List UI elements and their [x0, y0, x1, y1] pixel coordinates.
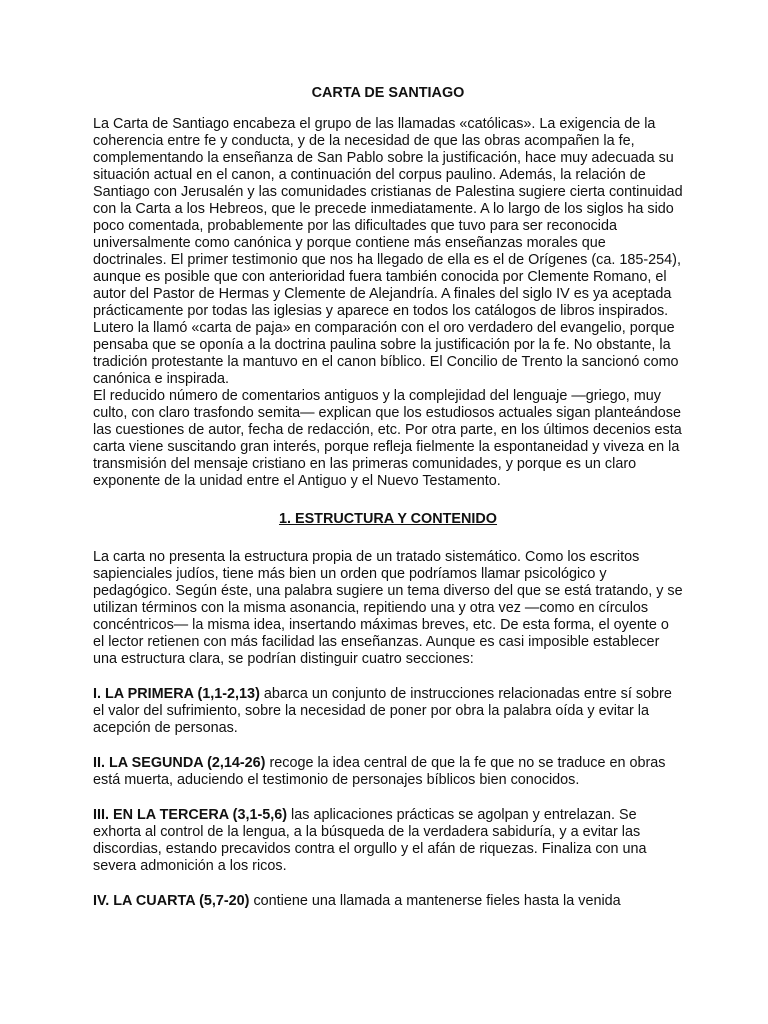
section-heading-estructura: 1. ESTRUCTURA Y CONTENIDO: [278, 511, 498, 527]
section-item-primera: [93, 686, 683, 737]
section-item-lead: IV. LA CUARTA (5,7-20): [93, 893, 250, 909]
section-item-text: recoge la idea central de que la fe que no se traduce en obras está muerta, aduciendo el testimonio de personajes bíblicos bien conocidos.: [93, 755, 666, 788]
section-item-lead: I. LA PRIMERA (1,1-2,13): [93, 686, 260, 702]
section-item-text: abarca un conjunto de instrucciones relacionadas entre sí sobre el valor del sufrimiento, sobre la necesidad de poner por obra la palabra oída y evitar la acepción de personas.: [93, 686, 672, 736]
section-item-lead: III. EN LA TERCERA (3,1-5,6): [93, 807, 288, 823]
section1-paragraph: La carta no presenta la estructura propia de un tratado sistemático. Como los escritos sapienciales judíos, tiene más bien un orden que podríamos llamar psicológico y pedagógico. Según éste, una palabra sugiere un tema diverso del que se está tratando, y se utilizan términos con la misma asonancia, repitiendo una y otra vez —como en círculos concéntricos— la misma idea, insertando máximas breves, etc. De esta forma, el oyente o el lector retienen con más facilidad las enseñanzas. Aunque es casi imposible establecer una estructura clara, se podrían distinguir cuatro secciones:: [93, 549, 683, 667]
document-page: [93, 85, 683, 910]
intro-paragraph-2: El reducido número de comentarios antiguos y la complejidad del lenguaje —griego, muy culto, con claro trasfondo semita— explican que los estudiosos actuales sigan planteándose las cuestiones de autor, fecha de redacción, etc. Por otra parte, en los últimos decenios esta carta viene suscitando gran interés, porque refleja fielmente la espontaneidad y viveza en la transmisión del mensaje cristiano en las primeras comunidades, y porque es un claro exponente de la unidad entre el Antiguo y el Nuevo Testamento.: [93, 388, 682, 489]
intro-paragraph-1: La Carta de Santiago encabeza el grupo de las llamadas «católicas». La exigencia de la coherencia entre fe y conducta, y de la necesidad de que las obras acompañen la fe, complementando la enseñanza de San Pablo sobre la justificación, hace muy adecuada su situación actual en el canon, a continuación del corpus paulino. Además, la relación de Santiago con Jerusalén y las comunidades cristianas de Palestina sugiere cierta continuidad con la Carta a los Hebreos, que le precede inmediatamente. A lo largo de los siglos ha sido poco comentada, probablemente por las dificultades que tuvo para ser reconocida universalmente como canónica y porque contiene más enseñanzas morales que doctrinales. El primer testimonio que nos ha llegado de ella es el de Orígenes (ca. 185-254), aunque es posible que con anterioridad fuera también conocida por Clemente Romano, el autor del Pastor de Hermas y Clemente de Alejandría. A finales del siglo IV es ya aceptada prácticamente por todas las iglesias y aparece en todos los catálogos de libros inspirados. Lutero la llamó «carta de paja» en comparación con el oro verdadero del evangelio, porque pensaba que se oponía a la doctrina paulina sobre la justificación por la fe. No obstante, la tradición protestante la mantuvo en el canon bíblico. El Concilio de Trento la sancionó como canónica e inspirada.: [93, 116, 683, 387]
section-item-lead: II. LA SEGUNDA (2,14-26): [93, 755, 266, 771]
document-title: CARTA DE SANTIAGO: [311, 85, 465, 101]
section-item-tercera: [93, 807, 683, 875]
section-item-text: las aplicaciones prácticas se agolpan y entrelazan. Se exhorta al control de la lengua, a la búsqueda de la verdadera sabiduría, y a evitar las discordias, estando precavidos contra el orgullo y el afán de riquezas. Finaliza con una severa admonición a los ricos.: [93, 807, 647, 874]
section-item-cuarta: [93, 893, 683, 910]
section-item-segunda: [93, 755, 683, 789]
section-item-text: contiene una llamada a mantenerse fieles hasta la venida: [249, 893, 621, 909]
